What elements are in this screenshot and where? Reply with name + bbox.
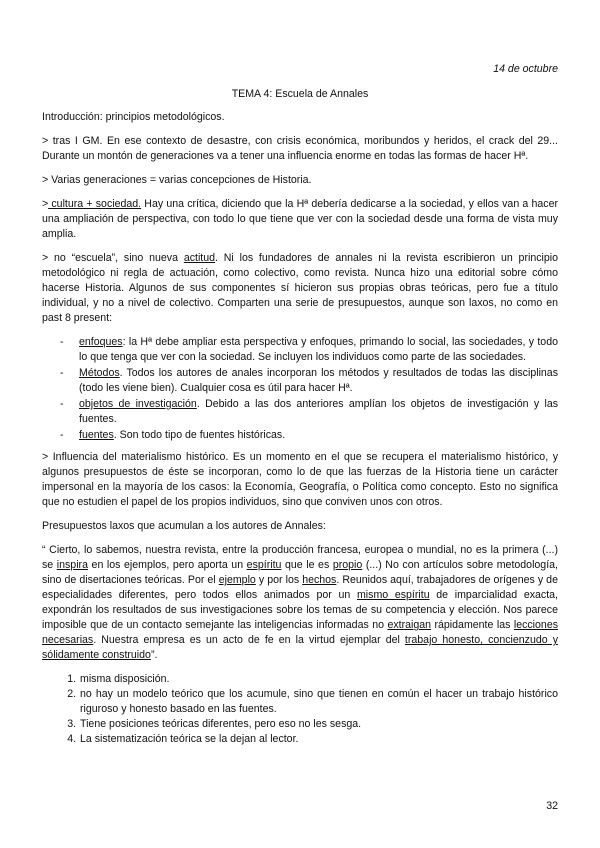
paragraph-culture-society: > cultura + sociedad. Hay una crítica, diciendo que la Hª debería dedicarse a la sociedad, y ellos van a hacer una ampliación de perspectiva, con todo lo que tiene que ver con la sociedad desde una forma de vista muy amplia. (42, 198, 558, 240)
list-item: - enfoques: la Hª debe ampliar esta perspectiva y enfoques, primando lo social, las sociedades, y todo lo que tenga que ver con la sociedad. Se incluyen los individuos como parte de las sociedades. (79, 335, 558, 365)
intro-line: Introducción: principios metodológicos. (42, 111, 225, 123)
presuppositions-list (42, 335, 558, 443)
underlined-term: fuentes (79, 429, 114, 441)
topic-title: TEMA 4: Escuela de Annales (231, 88, 369, 100)
list-item: - fuentes. Son todo tipo de fuentes históricas. (79, 428, 558, 443)
date-heading: 14 de octubre (493, 63, 558, 75)
quote-paragraph: “ Cierto, lo sabemos, nuestra revista, entre la producción francesa, europea o mundial, no es la primera (...) se inspira en los ejemplos, pero aporta un espíritu que le es propio (...) No con artículos sobre metodología, sino de disertaciones teóricas. Por el ejemplo y por los hechos. Reunidos aquí, trabajadores de orígenes y de especialidades diferentes, pero todos ellos animados por un mismo espíritu de imparcialidad exacta, expondrán los resultados de sus investigaciones sobre los temas de su competencia y elección. Nos parece imposible que de un contacto semejante las inteligencias informadas no extraigan rápidamente las lecciones necesarias. Nuestra empresa es un acto de fe en la virtud ejemplar del trabajo honesto, concienzudo y sólidamente construido”. (42, 544, 559, 661)
list-item: - Métodos. Todos los autores de anales incorporan los métodos y resultados de todas las disciplinas (todo les viene bien). Cualquier cosa es útil para hacer Hª. (79, 366, 558, 396)
paragraph-context: > tras I GM. En ese contexto de desastre, con crisis económica, moribundos y heridos, el crack del 29... Durante un montón de generaciones va a tener una influencia enorme en todas las formas de hacer Hª. (42, 135, 558, 162)
underlined-term: actitud (183, 252, 216, 264)
numbered-list (42, 672, 558, 747)
underlined-term: cultura + sociedad. (48, 198, 142, 210)
list-item: 4. La sistematización teórica se la dejan al lector. (79, 732, 558, 747)
underlined-term: objetos de investigación (79, 398, 197, 410)
paragraph-materialism: > Influencia del materialismo histórico. Es un momento en el que se recupera el materialismo histórico, y algunos presupuestos de éste se incorporan, como lo de que las fuerzas de la Historia tiene un carácter impersonal en la mayoría de los casos: la Economía, Geografía, o Política como concepto. Esto no significa que no estudien el papel de los propios individuos, sino que conviven unos con otros. (42, 451, 558, 508)
list-item: 1. misma disposición. (79, 672, 558, 687)
paragraph-generations: > Varias generaciones = varias concepciones de Historia. (42, 174, 312, 186)
arrow-prefix: > (42, 198, 49, 210)
underlined-term: Métodos (79, 367, 120, 379)
document-page (42, 62, 558, 747)
list-item: 2. no hay un modelo teórico que los acumule, sino que tienen en común el hacer un trabajo histórico riguroso y honesto basado en las fuentes. (79, 687, 558, 717)
paragraph-attitude: > no “escuela”, sino nueva actitud. Ni los fundadores de annales ni la revista escribieron un principio metodológico ni regla de actuación, como colectivo, como revista. Nunca hizo una editorial sobre cómo hacerse Historia. Algunos de sus componentes sí hicieron sus propias obras teóricas, pero fue a título individual, y no a nivel de colectivo. Comparten una serie de presupuestos, aunque son laxos, no como en past 8 present: (42, 252, 559, 324)
page-number: 32 (546, 800, 558, 812)
underlined-term: enfoques (79, 336, 123, 348)
list-item: 3. Tiene posiciones teóricas diferentes, pero eso no les sesga. (79, 717, 558, 732)
list-item: - objetos de investigación. Debido a las dos anteriores amplían los objetos de investigación y las fuentes. (79, 397, 558, 427)
paragraph-presuppositions-intro: Presupuestos laxos que acumulan a los autores de Annales: (42, 520, 326, 532)
